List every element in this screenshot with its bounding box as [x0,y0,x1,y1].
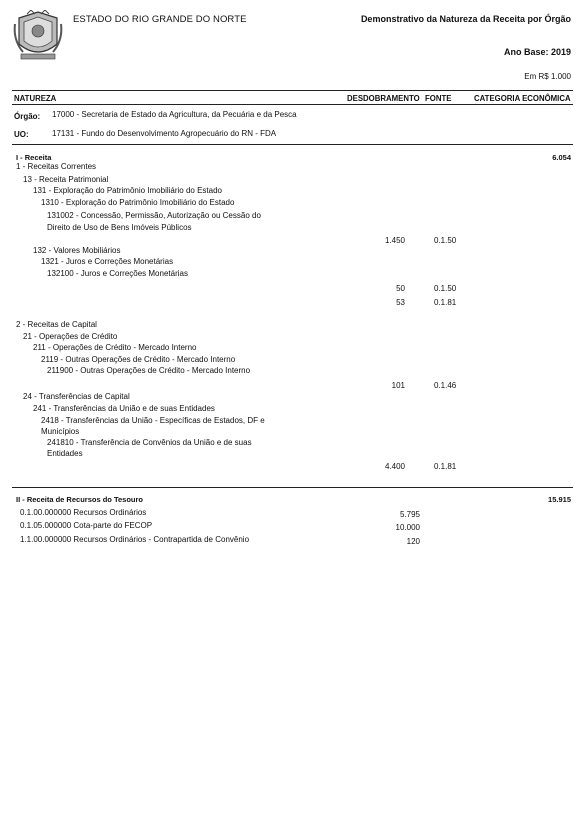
uo-value: 17131 - Fundo do Desenvolvimento Agropecuário do RN - FDA [52,129,277,138]
desdobramento-value: 4.400 [384,462,405,471]
natureza-131002: 131002 - Concessão, Permissão, Autorização ou Cessão do Direito de Uso de Bens Imóveis Públicos [47,211,261,232]
fonte-code: 0.1.50 [434,236,457,245]
tesouro-row-label: 0.1.05.000000 Cota-parte do FECOP [20,521,153,530]
section-rule [12,487,573,488]
desdobramento-value: 53 [396,298,405,307]
col-fonte: FONTE [425,94,452,103]
tesouro-total: 15.915 [548,495,571,504]
base-year: Ano Base: 2019 [503,47,571,57]
natureza-211: 211 - Operações de Crédito - Mercado Interno [33,343,197,352]
natureza-21: 21 - Operações de Crédito [23,332,118,341]
fonte-code: 0.1.81 [434,298,457,307]
section-rule [12,144,573,145]
fonte-code: 0.1.46 [434,381,457,390]
natureza-211900: 211900 - Outras Operações de Crédito - Mercado Interno [47,366,251,375]
receita-total: 6.054 [552,153,571,162]
natureza-1321: 1321 - Juros e Correções Monetárias [41,257,174,266]
tesouro-title: II - Receita de Recursos do Tesouro [16,495,143,504]
natureza-132: 132 - Valores Mobiliários [33,246,121,255]
tesouro-row-value: 120 [406,537,420,546]
desdobramento-value: 50 [396,284,405,293]
state-coat-of-arms-icon [13,10,63,62]
report-title: Demonstrativo da Natureza da Receita por Órgão [360,14,571,24]
tesouro-row-value: 5.795 [399,510,420,519]
tesouro-row-value: 10.000 [395,523,420,532]
natureza-1310: 1310 - Exploração do Patrimônio Imobiliário do Estado [41,198,235,207]
receitas-capital: 2 - Receitas de Capital [16,320,97,329]
natureza-2418: 2418 - Transferências da União - Específicas de Estados, DF e Municípios [41,416,265,436]
col-categoria: CATEGORIA ECONÔMICA [474,94,571,103]
natureza-132100: 132100 - Juros e Correções Monetárias [47,269,188,278]
uo-label: UO: [14,130,29,139]
receitas-correntes: 1 - Receitas Correntes [16,162,97,171]
natureza-2119: 2119 - Outras Operações de Crédito - Mercado Interno [41,355,236,364]
natureza-131: 131 - Exploração do Patrimônio Imobiliário do Estado [33,186,222,195]
natureza-241: 241 - Transferências da União e de suas Entidades [33,404,215,413]
fonte-code: 0.1.50 [434,284,457,293]
desdobramento-value: 101 [391,381,405,390]
header-rule-bottom [12,104,573,105]
state-name: ESTADO DO RIO GRANDE DO NORTE [73,14,247,25]
fonte-code: 0.1.81 [434,462,457,471]
desdobramento-value: 1.450 [384,236,405,245]
col-desdobramento: DESDOBRAMENTO [347,94,420,103]
receita-patrimonial: 13 - Receita Patrimonial [23,175,109,184]
header-rule-top [12,90,573,91]
orgao-label: Órgão: [14,112,41,121]
tesouro-row-label: 1.1.00.000000 Recursos Ordinários - Contrapartida de Convênio [20,535,250,544]
natureza-241810: 241810 - Transferência de Convênios da União e de suas Entidades [47,438,252,458]
tesouro-row-label: 0.1.00.000000 Recursos Ordinários [20,508,147,517]
orgao-value: 17000 - Secretaria de Estado da Agricultura, da Pecuária e da Pesca [52,110,297,119]
currency-unit: Em R$ 1.000 [524,72,571,81]
receita-title: I - Receita [16,153,52,162]
natureza-24: 24 - Transferências de Capital [23,392,130,401]
col-natureza: NATUREZA [14,94,57,103]
